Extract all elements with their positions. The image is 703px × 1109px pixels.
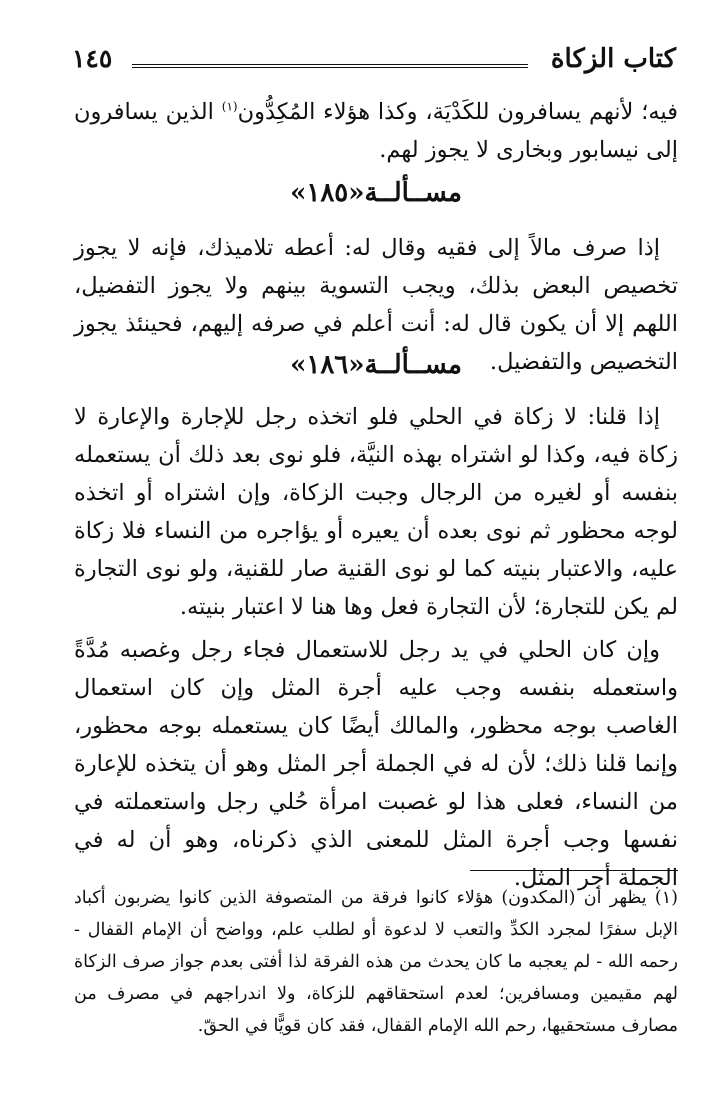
page-number: ١٤٥: [72, 44, 113, 73]
footnote-separator: [470, 870, 678, 871]
paragraph-1-end: الذين يسافرون إلى نيسابور وبخارى لا يجوز لهم.: [74, 99, 678, 163]
paragraph-3: إذا قلنا: لا زكاة في الحلي فلو اتخذه رجل للإجارة والإعارة لا زكاة فيه، وكذا لو اشتراه بهذه النيَّة، فلو نوى بعد ذلك أن يستعمله بنفسه أو لغيره من الرجال وجبت الزكاة، وإن اشتراه أو اتخذه لوجه محظور ثم نوى بعده أن يعيره أو يؤاجره من النساء فلا زكاة عليه، والاعتبار بنيته كما لو نوى القنية صار للقنية، ولو نوى التجارة لم يكن للتجارة؛ لأن التجارة فعل وها هنا لا اعتبار بنيته.: [74, 404, 678, 620]
chapter-title: كتاب الزكاة: [550, 44, 676, 74]
header-rule: [132, 64, 528, 68]
paragraph-continuation: [74, 93, 678, 169]
footnote-ref: (١): [221, 99, 238, 114]
paragraph-2: إذا صرف مالاً إلى فقيه وقال له: أعطه تلاميذك، فإنه لا يجوز تخصيص البعض بذلك، ويجب التسوية بينهم ولا يجوز التفضيل، اللهم إلا أن يكون قال له: أنت أعلم في صرفه إليهم، فحينئذ يجوز التخصيص والتفضيل.: [74, 235, 678, 375]
paragraph-1-start: فيه؛ لأنهم يسافرون للكَدْيَة، وكذا هؤلاء المُكِدُّون: [237, 99, 678, 125]
running-header: [72, 40, 676, 80]
paragraph-4: وإن كان الحلي في يد رجل للاستعمال فجاء رجل وغصبه مُدَّةً واستعمله بنفسه وجب عليه أجرة المثل وإن كان استعمال الغاصب بوجه محظور، والمالك أيضًا كان يستعمله بوجه محظور، وإنما قلنا ذلك؛ لأن له في الجملة أجر المثل وهو أن يتخذه للإعارة من النساء، فعلى هذا لو غصبت امرأة حُلي رجل واستعملته في نفسها وجب أجرة المثل للمعنى الذي ذكرناه، وهو أن له في الجملة أجر المثل.: [74, 637, 678, 891]
footnote-text: يظهر أن (المكدون) هؤلاء كانوا فرقة من المتصوفة الذين كانوا يضربون أكباد الإبل سفرًا لمجرد الكدِّ والتعب لا لدعوة أو لطلب علم، وواضح أن الإمام القفال - رحمه الله - لم يعجبه ما كان يحدث من هذه الفرقة لذا أفتى بعدم جواز صرف الزكاة لهم مقيمين ومسافرين؛ لعدم استحقاقهم للزكاة، ولا اندراجهم في مصرف من مصارف مستحقيها، رحم الله الإمام القفال، فقد كان قويًّا في الحقّ.: [74, 888, 678, 1036]
footnote-marker: (١): [654, 888, 678, 908]
footnotes: [74, 882, 678, 1042]
section-heading-186: مســألــة«١٨٦»: [290, 350, 462, 380]
footnote-1: [74, 882, 678, 1042]
paragraph-ghasb: [74, 631, 678, 897]
section-heading-185: مســألــة«١٨٥»: [290, 178, 462, 208]
paragraph-masala-186: [74, 398, 678, 626]
